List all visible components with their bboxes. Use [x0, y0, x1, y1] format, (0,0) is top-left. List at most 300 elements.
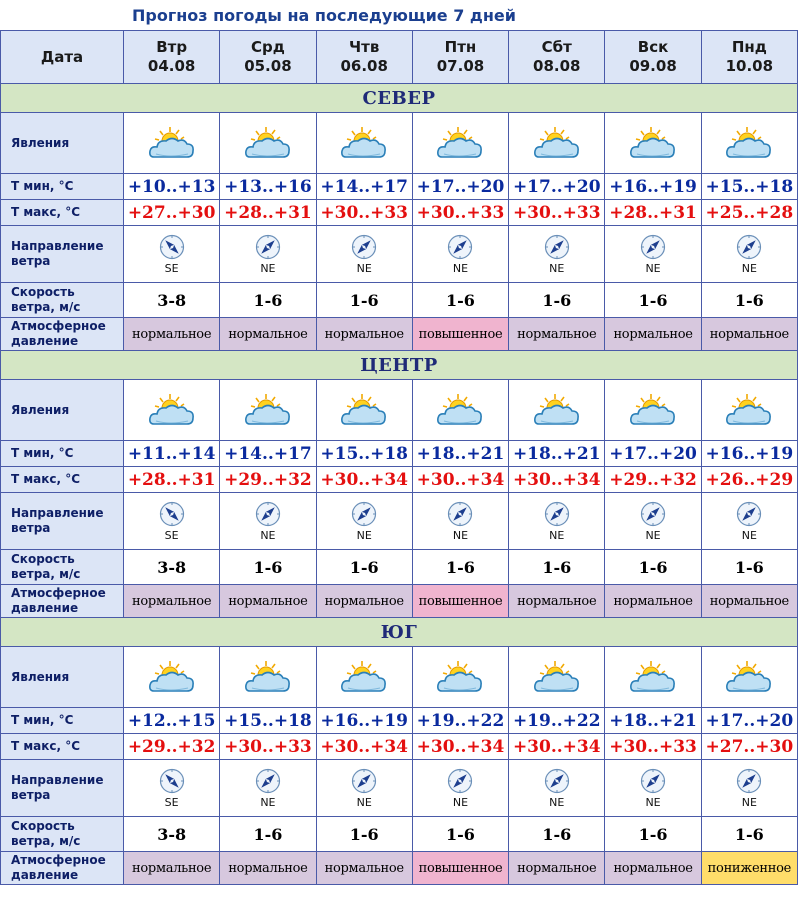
tmin-cell: +17..+20 — [412, 174, 508, 200]
wind-speed-row — [1, 550, 798, 585]
region-header — [1, 351, 798, 380]
wind-direction — [124, 768, 219, 809]
wind-direction-text: NE — [645, 261, 661, 275]
wind-direction-label-text: Направление — [11, 773, 104, 787]
pressure-label-text: Атмосферное — [11, 319, 106, 333]
tmin-label — [1, 441, 124, 467]
phenomena-cell — [701, 647, 797, 708]
wind-speed-cell: 1-6 — [412, 550, 508, 585]
tmax-row — [1, 200, 798, 226]
wind-speed-label — [1, 817, 124, 852]
pressure-label-text-2: давление — [11, 601, 79, 615]
partly-cloudy-icon — [702, 391, 797, 429]
partly-cloudy-icon — [702, 658, 797, 696]
phenomena-cell — [316, 113, 412, 174]
partly-cloudy-icon — [605, 391, 700, 429]
tmin-cell: +19..+22 — [412, 708, 508, 734]
tmax-label-text: Т макс, °С — [11, 205, 81, 219]
phenomena-cell — [605, 113, 701, 174]
pressure-cell: нормальное — [124, 318, 220, 351]
wind-direction-cell — [509, 760, 605, 817]
tmin-cell: +10..+13 — [124, 174, 220, 200]
wind-speed-cell: 3-8 — [124, 817, 220, 852]
wind-speed-cell: 3-8 — [124, 550, 220, 585]
wind-compass-icon — [640, 501, 666, 527]
wind-direction-text: NE — [741, 795, 757, 809]
tmax-label — [1, 200, 124, 226]
wind-direction — [220, 501, 315, 542]
tmin-cell: +17..+20 — [509, 174, 605, 200]
wind-speed-cell: 3-8 — [124, 283, 220, 318]
partly-cloudy-icon — [317, 658, 412, 696]
tmax-cell: +27..+30 — [124, 200, 220, 226]
partly-cloudy-icon — [605, 658, 700, 696]
wind-direction-cell — [124, 493, 220, 550]
wind-direction — [317, 234, 412, 275]
partly-cloudy-icon — [702, 124, 797, 162]
phenomena-label-text: Явления — [11, 135, 70, 150]
wind-direction-label-text: Направление — [11, 239, 104, 253]
wind-direction-cell — [509, 226, 605, 283]
wind-direction-cell — [412, 226, 508, 283]
tmin-cell: +11..+14 — [124, 441, 220, 467]
tmax-cell: +25..+28 — [701, 200, 797, 226]
tmin-cell: +15..+18 — [220, 708, 316, 734]
wind-compass-icon — [255, 234, 281, 260]
tmax-cell: +29..+32 — [220, 467, 316, 493]
wind-compass-icon — [351, 234, 377, 260]
wind-direction-cell — [316, 493, 412, 550]
wind-direction-cell — [316, 760, 412, 817]
day-name: Сбт — [541, 38, 572, 56]
wind-direction-row — [1, 760, 798, 817]
tmax-cell: +27..+30 — [701, 734, 797, 760]
wind-compass-icon — [544, 768, 570, 794]
tmin-cell: +17..+20 — [605, 441, 701, 467]
wind-speed-cell: 1-6 — [220, 550, 316, 585]
wind-direction-text: NE — [549, 528, 565, 542]
partly-cloudy-icon — [413, 124, 508, 162]
tmin-cell: +14..+17 — [316, 174, 412, 200]
wind-direction-text: SE — [164, 795, 179, 809]
wind-direction-text: NE — [549, 795, 565, 809]
wind-speed-label-text-2: ветра, м/с — [11, 567, 81, 581]
day-header — [605, 31, 701, 84]
phenomena-cell — [412, 380, 508, 441]
tmax-label — [1, 467, 124, 493]
tmin-cell: +18..+21 — [412, 441, 508, 467]
wind-speed-label-text-2: ветра, м/с — [11, 834, 81, 848]
wind-speed-row — [1, 283, 798, 318]
tmax-cell: +30..+34 — [509, 734, 605, 760]
phenomena-label — [1, 380, 124, 441]
tmin-cell: +17..+20 — [701, 708, 797, 734]
wind-direction-text: NE — [549, 261, 565, 275]
wind-direction-text: NE — [356, 261, 372, 275]
wind-direction-row — [1, 493, 798, 550]
wind-direction-cell — [316, 226, 412, 283]
partly-cloudy-icon — [605, 124, 700, 162]
wind-direction-cell — [412, 493, 508, 550]
partly-cloudy-icon — [220, 124, 315, 162]
wind-direction — [124, 501, 219, 542]
day-header — [220, 31, 316, 84]
wind-compass-icon — [544, 234, 570, 260]
phenomena-cell — [124, 113, 220, 174]
wind-speed-cell: 1-6 — [220, 817, 316, 852]
day-header — [316, 31, 412, 84]
wind-direction — [509, 234, 604, 275]
partly-cloudy-icon — [317, 124, 412, 162]
tmax-label-text: Т макс, °С — [11, 472, 81, 486]
tmax-cell: +29..+32 — [605, 467, 701, 493]
wind-direction — [702, 501, 797, 542]
partly-cloudy-icon — [124, 391, 219, 429]
wind-speed-cell: 1-6 — [605, 817, 701, 852]
wind-compass-icon — [159, 234, 185, 260]
tmin-cell: +12..+15 — [124, 708, 220, 734]
wind-direction-cell — [605, 760, 701, 817]
pressure-cell: нормальное — [605, 318, 701, 351]
wind-compass-icon — [159, 501, 185, 527]
wind-direction — [317, 768, 412, 809]
phenomena-row — [1, 380, 798, 441]
tmax-cell: +30..+34 — [509, 467, 605, 493]
wind-direction — [509, 501, 604, 542]
phenomena-cell — [509, 647, 605, 708]
wind-speed-row — [1, 817, 798, 852]
wind-direction — [605, 768, 700, 809]
day-date: 09.08 — [629, 57, 677, 75]
phenomena-row — [1, 113, 798, 174]
wind-direction — [605, 501, 700, 542]
tmin-row — [1, 441, 798, 467]
tmax-label — [1, 734, 124, 760]
day-name: Втр — [156, 38, 188, 56]
wind-direction — [413, 768, 508, 809]
pressure-cell: нормальное — [509, 852, 605, 885]
region-name: СЕВЕР — [362, 87, 436, 109]
wind-direction-cell — [509, 493, 605, 550]
wind-direction-text: NE — [260, 795, 276, 809]
tmin-label — [1, 174, 124, 200]
wind-direction — [124, 234, 219, 275]
pressure-label — [1, 852, 124, 885]
partly-cloudy-icon — [509, 124, 604, 162]
region-name: ЮГ — [380, 621, 418, 643]
tmax-cell: +28..+31 — [124, 467, 220, 493]
wind-direction-label-text-2: ветра — [11, 521, 51, 535]
phenomena-cell — [509, 380, 605, 441]
partly-cloudy-icon — [220, 658, 315, 696]
wind-direction-cell — [605, 226, 701, 283]
wind-compass-icon — [447, 234, 473, 260]
wind-direction — [702, 768, 797, 809]
phenomena-label — [1, 113, 124, 174]
pressure-cell: пониженное — [701, 852, 797, 885]
wind-speed-label-text: Скорость — [11, 819, 75, 833]
pressure-cell: повышенное — [412, 852, 508, 885]
tmin-label-text: Т мин, °С — [11, 446, 74, 460]
tmax-cell: +28..+31 — [220, 200, 316, 226]
phenomena-cell — [316, 647, 412, 708]
pressure-cell: нормальное — [220, 318, 316, 351]
wind-compass-icon — [351, 768, 377, 794]
pressure-cell: нормальное — [316, 318, 412, 351]
wind-direction-label — [1, 760, 124, 817]
wind-direction-text: NE — [356, 528, 372, 542]
wind-direction-text: SE — [164, 528, 179, 542]
wind-direction-cell — [412, 760, 508, 817]
tmax-cell: +30..+33 — [605, 734, 701, 760]
wind-direction-text: NE — [645, 528, 661, 542]
tmax-cell: +30..+33 — [412, 200, 508, 226]
tmin-row — [1, 708, 798, 734]
tmin-cell: +18..+21 — [605, 708, 701, 734]
phenomena-cell — [412, 113, 508, 174]
phenomena-cell — [220, 380, 316, 441]
tmin-label-text: Т мин, °С — [11, 179, 74, 193]
wind-direction-cell — [124, 760, 220, 817]
wind-direction-text: NE — [452, 261, 469, 275]
tmax-label-text: Т макс, °С — [11, 739, 81, 753]
wind-direction-cell — [701, 760, 797, 817]
phenomena-cell — [316, 380, 412, 441]
wind-speed-cell: 1-6 — [605, 283, 701, 318]
day-date: 04.08 — [147, 57, 196, 75]
wind-compass-icon — [640, 768, 666, 794]
tmin-label-text: Т мин, °С — [11, 713, 74, 727]
wind-direction-text: NE — [645, 795, 661, 809]
wind-speed-cell: 1-6 — [316, 817, 412, 852]
wind-compass-icon — [351, 501, 377, 527]
partly-cloudy-icon — [124, 124, 219, 162]
wind-direction — [702, 234, 797, 275]
tmax-row — [1, 734, 798, 760]
wind-compass-icon — [255, 768, 281, 794]
pressure-label — [1, 318, 124, 351]
phenomena-cell — [605, 647, 701, 708]
region-header — [1, 618, 798, 647]
tmax-cell: +30..+33 — [220, 734, 316, 760]
tmin-row — [1, 174, 798, 200]
pressure-label-text: Атмосферное — [11, 853, 106, 867]
wind-direction-text: NE — [260, 261, 276, 275]
wind-speed-cell: 1-6 — [509, 817, 605, 852]
pressure-row — [1, 852, 798, 885]
wind-compass-icon — [736, 768, 762, 794]
header-row — [1, 31, 798, 84]
phenomena-cell — [701, 380, 797, 441]
pressure-cell: нормальное — [701, 585, 797, 618]
tmax-cell: +30..+33 — [316, 200, 412, 226]
wind-speed-cell: 1-6 — [316, 550, 412, 585]
day-date: 06.08 — [340, 57, 388, 75]
wind-compass-icon — [447, 768, 473, 794]
day-header — [701, 31, 797, 84]
day-name: Срд — [250, 38, 285, 56]
day-header — [124, 31, 220, 84]
tmin-cell: +16..+19 — [701, 441, 797, 467]
partly-cloudy-icon — [509, 658, 604, 696]
phenomena-cell — [412, 647, 508, 708]
wind-speed-cell: 1-6 — [509, 283, 605, 318]
wind-speed-label — [1, 550, 124, 585]
tmax-cell: +30..+34 — [316, 467, 412, 493]
wind-speed-label-text: Скорость — [11, 552, 75, 566]
tmax-cell: +28..+31 — [605, 200, 701, 226]
phenomena-cell — [701, 113, 797, 174]
pressure-cell: нормальное — [316, 852, 412, 885]
phenomena-cell — [124, 647, 220, 708]
wind-speed-cell: 1-6 — [701, 550, 797, 585]
pressure-cell: нормальное — [124, 852, 220, 885]
wind-compass-icon — [736, 501, 762, 527]
wind-direction-text: NE — [452, 795, 469, 809]
tmin-cell: +19..+22 — [509, 708, 605, 734]
phenomena-cell — [509, 113, 605, 174]
tmax-cell: +30..+34 — [316, 734, 412, 760]
tmax-cell: +26..+29 — [701, 467, 797, 493]
date-label: Дата — [1, 31, 124, 84]
tmin-cell: +18..+21 — [509, 441, 605, 467]
wind-speed-cell: 1-6 — [701, 283, 797, 318]
wind-direction — [317, 501, 412, 542]
wind-direction-row — [1, 226, 798, 283]
wind-direction-cell — [220, 226, 316, 283]
region-header — [1, 84, 798, 113]
wind-direction-cell — [701, 226, 797, 283]
tmin-cell: +15..+18 — [701, 174, 797, 200]
phenomena-cell — [220, 113, 316, 174]
wind-compass-icon — [255, 501, 281, 527]
wind-speed-label-text-2: ветра, м/с — [11, 300, 81, 314]
day-date: 05.08 — [244, 57, 292, 75]
wind-compass-icon — [544, 501, 570, 527]
pressure-row — [1, 585, 798, 618]
pressure-cell: нормальное — [605, 585, 701, 618]
wind-speed-cell: 1-6 — [509, 550, 605, 585]
region-header-row — [1, 618, 798, 647]
day-date: 10.08 — [725, 57, 774, 75]
day-name: Чтв — [349, 38, 380, 56]
wind-compass-icon — [640, 234, 666, 260]
wind-compass-icon — [736, 234, 762, 260]
wind-direction-text: NE — [741, 528, 757, 542]
wind-direction-cell — [220, 493, 316, 550]
phenomena-label-text: Явления — [11, 669, 70, 684]
pressure-cell: повышенное — [412, 585, 508, 618]
wind-direction-text: NE — [452, 528, 469, 542]
phenomena-cell — [220, 647, 316, 708]
pressure-cell: нормальное — [509, 318, 605, 351]
wind-speed-cell: 1-6 — [220, 283, 316, 318]
phenomena-cell — [605, 380, 701, 441]
partly-cloudy-icon — [413, 391, 508, 429]
wind-direction-text: SE — [164, 261, 179, 275]
day-date: 08.08 — [533, 57, 581, 75]
wind-compass-icon — [447, 501, 473, 527]
wind-direction-cell — [605, 493, 701, 550]
wind-compass-icon — [159, 768, 185, 794]
wind-direction-cell — [220, 760, 316, 817]
wind-speed-label-text: Скорость — [11, 285, 75, 299]
wind-direction-cell — [124, 226, 220, 283]
day-name: Вск — [637, 38, 669, 56]
tmin-cell: +15..+18 — [316, 441, 412, 467]
pressure-cell: нормальное — [220, 585, 316, 618]
partly-cloudy-icon — [124, 658, 219, 696]
partly-cloudy-icon — [509, 391, 604, 429]
page-title: Прогноз погоды на последующие 7 дней — [132, 6, 516, 25]
pressure-row — [1, 318, 798, 351]
forecast-table — [0, 30, 798, 885]
pressure-cell: нормальное — [124, 585, 220, 618]
wind-direction — [220, 234, 315, 275]
forecast-table-body — [1, 31, 798, 885]
region-header-row — [1, 351, 798, 380]
region-header-row — [1, 84, 798, 113]
pressure-cell: нормальное — [509, 585, 605, 618]
phenomena-label — [1, 647, 124, 708]
wind-speed-cell: 1-6 — [316, 283, 412, 318]
wind-direction — [509, 768, 604, 809]
day-header — [509, 31, 605, 84]
phenomena-row — [1, 647, 798, 708]
phenomena-label-text: Явления — [11, 402, 70, 417]
tmin-cell: +16..+19 — [605, 174, 701, 200]
day-name: Пнд — [731, 38, 767, 56]
tmin-label — [1, 708, 124, 734]
pressure-cell: повышенное — [412, 318, 508, 351]
wind-direction-cell — [701, 493, 797, 550]
region-name: ЦЕНТР — [360, 354, 438, 376]
wind-speed-cell: 1-6 — [412, 817, 508, 852]
tmax-cell: +29..+32 — [124, 734, 220, 760]
partly-cloudy-icon — [413, 658, 508, 696]
pressure-label-text-2: давление — [11, 334, 79, 348]
wind-speed-cell: 1-6 — [701, 817, 797, 852]
wind-direction — [413, 234, 508, 275]
tmax-row — [1, 467, 798, 493]
wind-direction — [220, 768, 315, 809]
wind-direction-label-text: Направление — [11, 506, 104, 520]
wind-direction-label-text-2: ветра — [11, 788, 51, 802]
pressure-cell: нормальное — [316, 585, 412, 618]
tmin-cell: +14..+17 — [220, 441, 316, 467]
tmax-cell: +30..+33 — [509, 200, 605, 226]
wind-direction — [605, 234, 700, 275]
wind-direction-label — [1, 493, 124, 550]
wind-speed-cell: 1-6 — [605, 550, 701, 585]
wind-direction-label — [1, 226, 124, 283]
partly-cloudy-icon — [220, 391, 315, 429]
pressure-cell: нормальное — [605, 852, 701, 885]
tmin-cell: +13..+16 — [220, 174, 316, 200]
day-name: Птн — [444, 38, 477, 56]
wind-direction-text: NE — [356, 795, 372, 809]
wind-direction-text: NE — [260, 528, 276, 542]
pressure-label-text-2: давление — [11, 868, 79, 882]
wind-speed-label — [1, 283, 124, 318]
pressure-cell: нормальное — [220, 852, 316, 885]
pressure-label — [1, 585, 124, 618]
wind-direction-label-text-2: ветра — [11, 254, 51, 268]
tmin-cell: +16..+19 — [316, 708, 412, 734]
tmax-cell: +30..+34 — [412, 734, 508, 760]
wind-speed-cell: 1-6 — [412, 283, 508, 318]
pressure-label-text: Атмосферное — [11, 586, 106, 600]
